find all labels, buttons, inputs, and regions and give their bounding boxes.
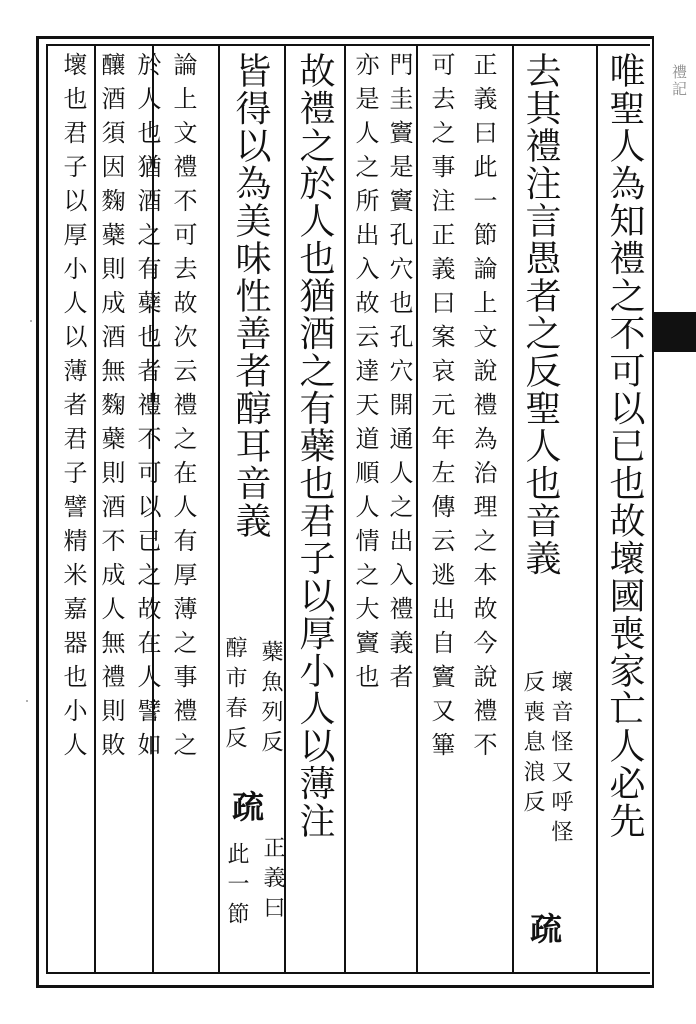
text-column-4: 可去之事注正義曰案哀元年左傳云逃出自竇又篳 bbox=[427, 52, 455, 766]
text-column-10: 於人也猶酒之有蘗也者禮不可以已之故在人譬如 bbox=[133, 52, 161, 766]
print-speck bbox=[30, 320, 32, 322]
text-column-11: 釀酒須因麴蘗則成酒無麴蘗則酒不成人無禮則敗 bbox=[97, 52, 125, 766]
shu-marker-2: 疏 bbox=[227, 790, 265, 830]
column-rule bbox=[416, 46, 418, 972]
text-column-2: 去其禮注言愚者之反聖人也音義 bbox=[520, 52, 561, 577]
yinyi-note-2a: 蘗魚列反 bbox=[258, 640, 283, 760]
column-rule bbox=[512, 46, 514, 972]
text-column-12: 壞也君子以厚小人以薄者君子譬精米嘉器也小人 bbox=[59, 52, 87, 766]
text-column-9: 論上文禮不可去故次云禮之在人有厚薄之事禮之 bbox=[169, 52, 197, 766]
yinyi-note-2b: 醇市春反 bbox=[222, 636, 247, 756]
yinyi-note-1b: 反喪息浪反 bbox=[520, 670, 545, 820]
column-rule bbox=[284, 46, 286, 972]
center-fold-strip bbox=[652, 36, 696, 988]
text-column-6: 亦是人之所出入故云達天道順人情之大竇也 bbox=[351, 52, 379, 698]
yinyi-note-1a: 壞音怪又呼怪 bbox=[548, 670, 573, 850]
fold-margin-text: 禮記 bbox=[670, 64, 688, 98]
text-column-8: 皆得以為美味性善者醇耳音義 bbox=[230, 52, 271, 540]
text-column-1: 唯聖人為知禮之不可以已也故壞國喪家亡人必先 bbox=[604, 52, 645, 840]
column-rule bbox=[596, 46, 598, 972]
text-column-7: 故禮之於人也猶酒之有蘗也君子以厚小人以薄注 bbox=[294, 52, 335, 840]
column-rule bbox=[218, 46, 220, 972]
shu-text-2a: 正義曰 bbox=[260, 836, 285, 926]
text-column-3: 正義曰此一節論上文說禮為治理之本故今說禮不 bbox=[469, 52, 497, 766]
print-speck bbox=[26, 700, 28, 702]
fold-black-block bbox=[652, 312, 696, 352]
shu-marker-1: 疏 bbox=[525, 912, 563, 952]
column-rule bbox=[344, 46, 346, 972]
text-column-5: 門圭竇是竇孔穴也孔穴開通人之出入禮義者 bbox=[385, 52, 413, 698]
shu-text-2b: 此一節 bbox=[224, 842, 249, 932]
